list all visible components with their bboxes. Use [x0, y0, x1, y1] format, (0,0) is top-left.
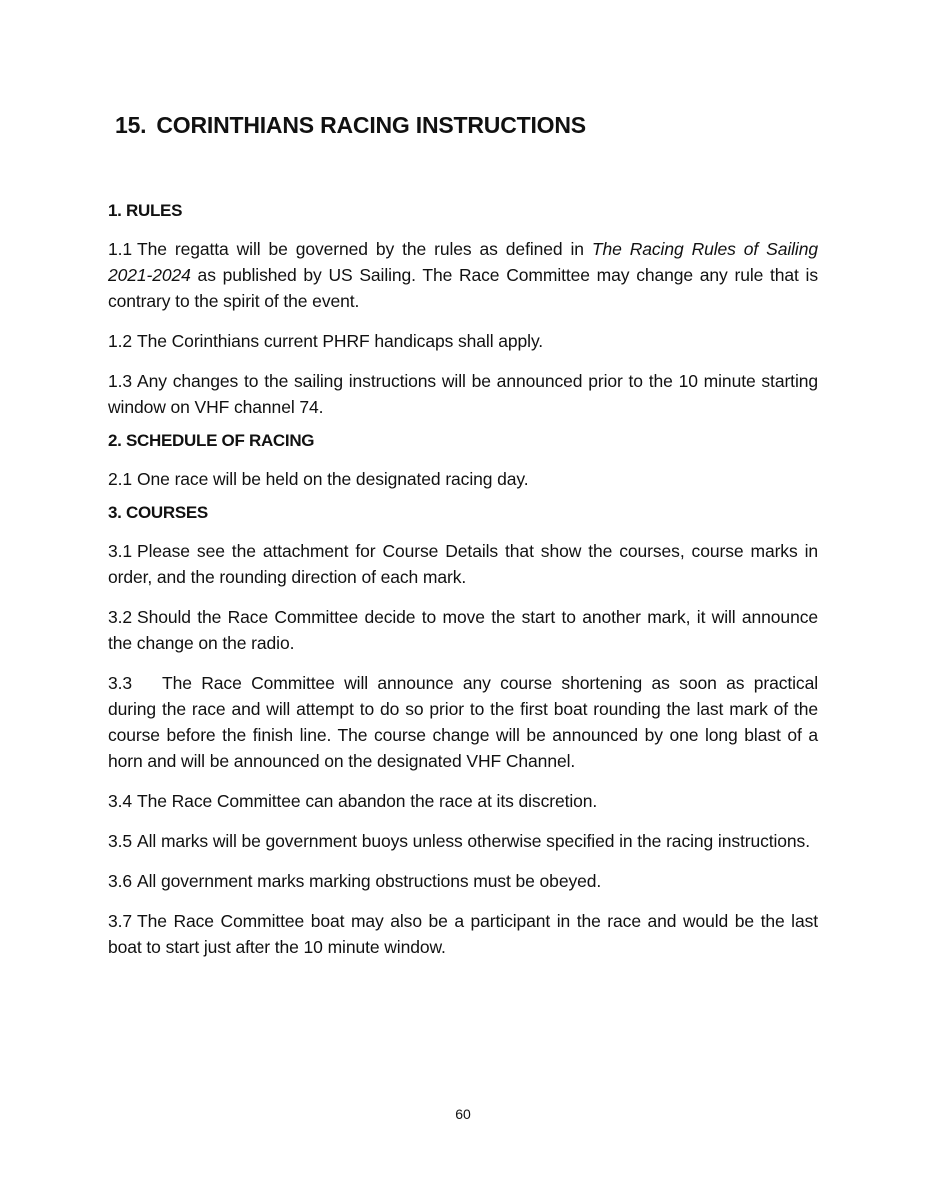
- paragraph-text: The Race Committee boat may also be a participant in the race and would be the last boat to start just after the 10 minute window.: [108, 911, 818, 957]
- paragraph-3-7: [108, 908, 818, 960]
- paragraph-text: The regatta will be governed by the rules as defined in: [137, 239, 592, 259]
- page-number: 60: [455, 1106, 471, 1122]
- paragraph-number: 3.3: [108, 673, 133, 693]
- paragraph-text: Should the Race Committee decide to move the start to another mark, it will announce the change on the radio.: [108, 607, 818, 653]
- paragraph-text: All government marks marking obstructions must be obeyed.: [137, 871, 602, 891]
- rulebook-title: The Racing Rules of Sailing 2021-2024: [108, 239, 818, 285]
- paragraph-text: The Race Committee will announce any course shortening as soon as practical during the race and will attempt to do so prior to the first boat rounding the last mark of the course before the finish line. The course change will be announced by one long blast of a horn and will be announced on the designated VHF Channel.: [108, 673, 818, 771]
- paragraph-number: 3.6: [108, 871, 133, 891]
- page-title: [115, 112, 586, 139]
- paragraph-text: as published by US Sailing. The Race Committee may change any rule that is contrary to the spirit of the event.: [108, 265, 818, 311]
- paragraph-text: Please see the attachment for Course Details that show the courses, course marks in order, and the rounding direction of each mark.: [108, 541, 818, 587]
- paragraph-text: Any changes to the sailing instructions will be announced prior to the 10 minute starting window on VHF channel 74.: [108, 371, 818, 417]
- section-heading-schedule: 2. SCHEDULE OF RACING: [108, 431, 315, 450]
- paragraph-3-3: [108, 670, 818, 774]
- paragraph-text: One race will be held on the designated racing day.: [137, 469, 529, 489]
- paragraph-text: The Corinthians current PHRF handicaps shall apply.: [137, 331, 544, 351]
- paragraph-3-5: [108, 828, 818, 854]
- paragraph-number: 3.2: [108, 607, 133, 627]
- paragraph-2-1: [108, 466, 818, 492]
- paragraph-1-2: [108, 328, 818, 354]
- title-number: 15.: [115, 112, 147, 138]
- paragraph-number: 1.1: [108, 239, 133, 259]
- paragraph-3-6: [108, 868, 818, 894]
- paragraph-number: 3.1: [108, 541, 133, 561]
- paragraph-text: All marks will be government buoys unless otherwise specified in the racing instructions.: [137, 831, 810, 851]
- paragraph-3-4: [108, 788, 818, 814]
- section-heading-rules: 1. RULES: [108, 201, 183, 220]
- section-heading-courses: 3. COURSES: [108, 503, 208, 522]
- document-body: [108, 200, 818, 960]
- title-text: CORINTHIANS RACING INSTRUCTIONS: [156, 112, 586, 138]
- paragraph-number: 3.4: [108, 791, 133, 811]
- paragraph-number: 2.1: [108, 469, 133, 489]
- paragraph-number: 3.5: [108, 831, 133, 851]
- paragraph-1-1: [108, 236, 818, 314]
- paragraph-1-3: [108, 368, 818, 420]
- paragraph-3-1: [108, 538, 818, 590]
- paragraph-3-2: [108, 604, 818, 656]
- paragraph-number: 3.7: [108, 911, 133, 931]
- paragraph-number: 1.2: [108, 331, 133, 351]
- paragraph-text: The Race Committee can abandon the race at its discretion.: [137, 791, 598, 811]
- paragraph-number: 1.3: [108, 371, 133, 391]
